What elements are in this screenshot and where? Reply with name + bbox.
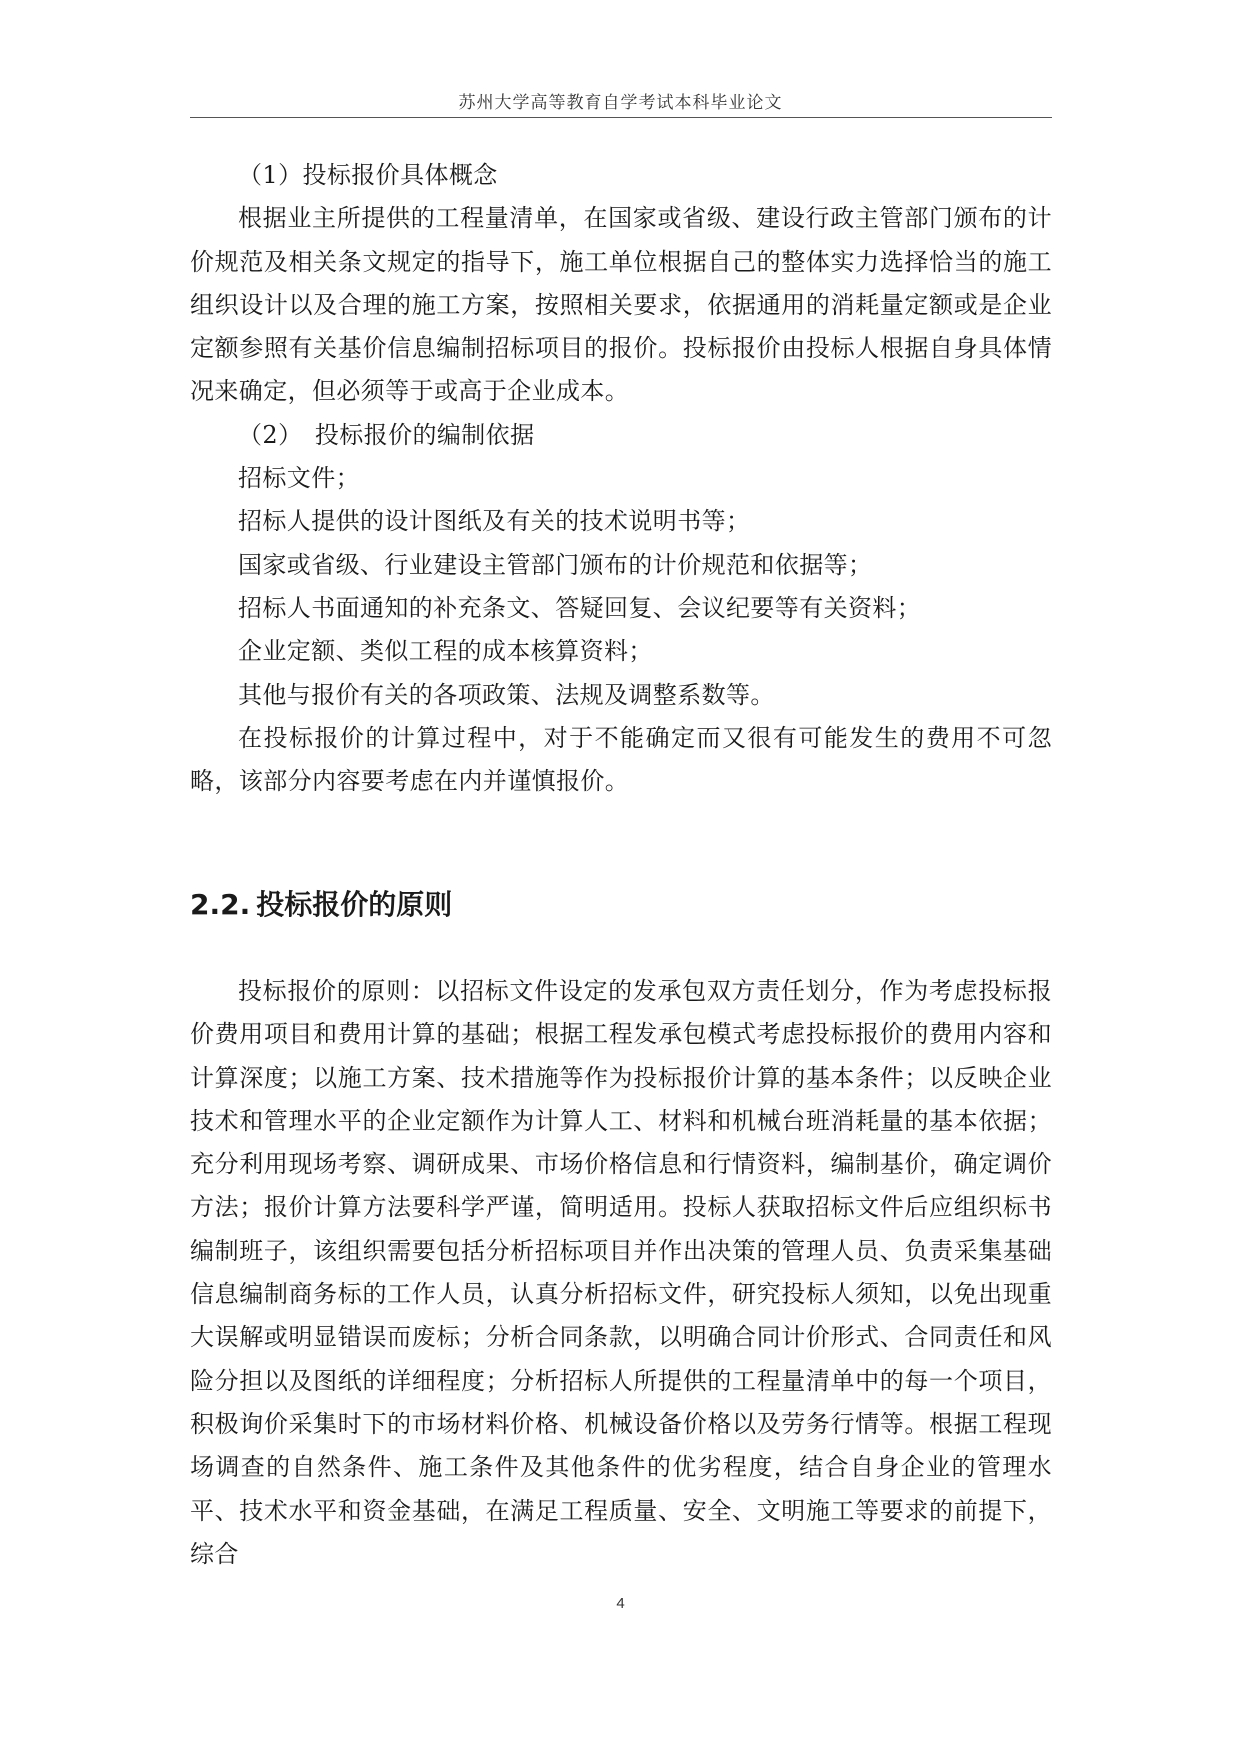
- list-item-basis: 其他与报价有关的各项政策、法规及调整系数等。: [238, 680, 775, 709]
- subheading-quotation-basis: （2） 投标报价的编制依据: [238, 420, 535, 449]
- page-number: 4: [616, 1595, 625, 1612]
- paragraph-uncertain-costs: 在投标报价的计算过程中，对于不能确定而又很有可能发生的费用不可忽略，该部分内容要考虑在内并谨慎报价。: [190, 723, 1052, 796]
- subheading-quotation-concept: （1）投标报价具体概念: [238, 161, 498, 189]
- list-item-basis: 招标人书面通知的补充条文、答疑回复、会议纪要等有关资料；: [238, 593, 922, 622]
- list-item-basis: 招标文件；: [238, 464, 360, 493]
- running-header: 苏州大学高等教育自学考试本科毕业论文: [458, 93, 783, 113]
- list-item-basis: 招标人提供的设计图纸及有关的技术说明书等；: [238, 507, 751, 536]
- body-block-principles: [190, 970, 1052, 1576]
- paragraph-quotation-definition: 根据业主所提供的工程量清单，在国家或省级、建设行政主管部门颁布的计价规范及相关条文规定的指导下，施工单位根据自己的整体实力选择恰当的施工组织设计以及合理的施工方案，按照相关要求，依据通用的消耗量定额或是企业定额参照有关基价信息编制招标项目的报价。投标报价由投标人根据自身具体情况来确定，但必须等于或高于企业成本。: [190, 204, 1052, 406]
- body-block-quotation-concept: [190, 154, 1052, 803]
- list-item-basis: 企业定额、类似工程的成本核算资料；: [238, 637, 653, 666]
- header-rule: [190, 117, 1052, 118]
- section-heading: [190, 885, 452, 925]
- section-title: 投标报价的原则: [256, 888, 453, 921]
- paragraph-principles: 投标报价的原则：以招标文件设定的发承包双方责任划分，作为考虑投标报价费用项目和费用计算的基础；根据工程发承包模式考虑投标报价的费用内容和计算深度；以施工方案、技术措施等作为投标报价计算的基本条件；以反映企业技术和管理水平的企业定额作为计算人工、材料和机械台班消耗量的基本依据；充分利用现场考察、调研成果、市场价格信息和行情资料，编制基价，确定调价方法；报价计算方法要科学严谨，简明适用。投标人获取招标文件后应组织标书编制班子，该组织需要包括分析招标项目并作出决策的管理人员、负责采集基础信息编制商务标的工作人员，认真分析招标文件，研究投标人须知，以免出现重大误解或明显错误而废标；分析合同条款，以明确合同计价形式、合同责任和风险分担以及图纸的详细程度；分析招标人所提供的工程量清单中的每一个项目，积极询价采集时下的市场材料价格、机械设备价格以及劳务行情等。根据工程现场调查的自然条件、施工条件及其他条件的优劣程度，结合自身企业的管理水平、技术水平和资金基础，在满足工程质量、安全、文明施工等要求的前提下，综合: [190, 977, 1052, 1568]
- list-item-basis: 国家或省级、行业建设主管部门颁布的计价规范和依据等；: [238, 550, 873, 579]
- section-number: 2.2.: [190, 888, 251, 921]
